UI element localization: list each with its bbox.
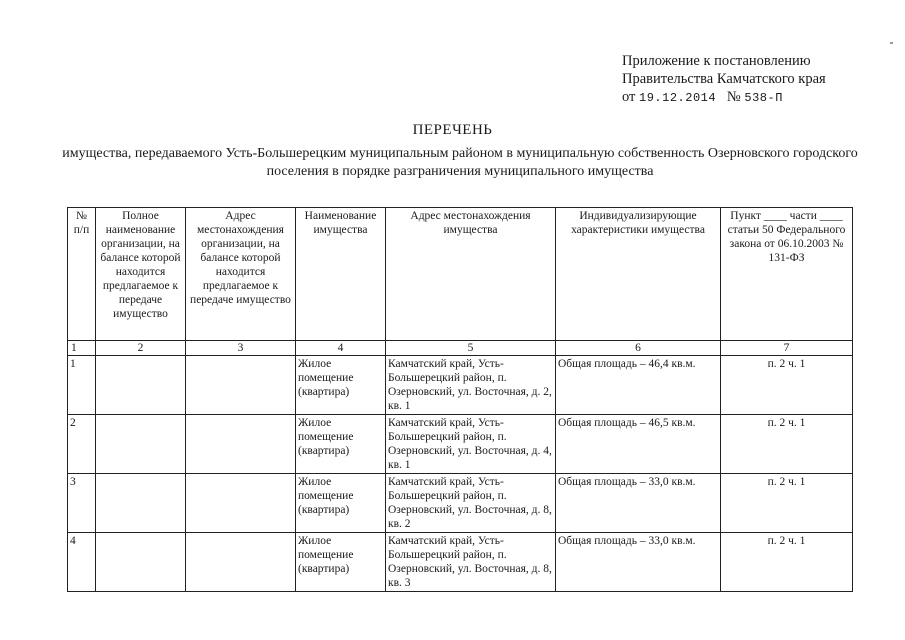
row-property-name: Жилое помещение (квартира) (296, 533, 386, 592)
row-property-name: Жилое помещение (квартира) (296, 474, 386, 533)
table-row (68, 415, 853, 474)
row-number: 3 (68, 474, 96, 533)
column-number: 1 (68, 341, 96, 356)
row-property-address: Камчатский край, Усть-Большерецкий район, п. Озерновский, ул. Восточная, д. 2, кв. 1 (386, 356, 556, 415)
appendix-line-1: Приложение к постановлению (622, 53, 811, 69)
row-property-name: Жилое помещение (квартира) (296, 415, 386, 474)
column-number: 6 (556, 341, 721, 356)
row-clause: п. 2 ч. 1 (721, 356, 853, 415)
appendix-prefix: от (622, 89, 636, 105)
header-cell: № п/п (68, 208, 96, 341)
row-clause: п. 2 ч. 1 (721, 474, 853, 533)
row-org (96, 415, 186, 474)
column-number: 2 (96, 341, 186, 356)
column-number: 3 (186, 341, 296, 356)
row-characteristics: Общая площадь – 33,0 кв.м. (556, 533, 721, 592)
property-table (67, 207, 853, 592)
appendix-date-line (622, 88, 826, 107)
header-cell: Адрес местонахождения имущества (386, 208, 556, 341)
appendix-header (622, 52, 826, 107)
header-cell: Наименование имущества (296, 208, 386, 341)
row-org-address (186, 415, 296, 474)
row-number: 4 (68, 533, 96, 592)
table-header-row (68, 208, 853, 341)
row-org-address (186, 533, 296, 592)
row-number: 1 (68, 356, 96, 415)
row-characteristics: Общая площадь – 46,5 кв.м. (556, 415, 721, 474)
scan-mark (890, 42, 893, 44)
row-org-address (186, 356, 296, 415)
column-number: 7 (721, 341, 853, 356)
table-row (68, 356, 853, 415)
row-org-address (186, 474, 296, 533)
header-cell: Адрес местонахождения организации, на балансе которой находится предлагаемое к передаче имущество (186, 208, 296, 341)
row-org (96, 356, 186, 415)
header-cell: Индивидуализирующие характеристики имущества (556, 208, 721, 341)
row-number: 2 (68, 415, 96, 474)
appendix-date: 19.12.2014 (639, 91, 717, 105)
appendix-number: 538-П (744, 91, 783, 105)
column-number: 4 (296, 341, 386, 356)
row-property-address: Камчатский край, Усть-Большерецкий район, п. Озерновский, ул. Восточная, д. 4, кв. 1 (386, 415, 556, 474)
header-cell: Полное наименование организации, на балансе которой находится предлагаемое к передаче имущество (96, 208, 186, 341)
row-org (96, 474, 186, 533)
appendix-line-2: Правительства Камчатского края (622, 71, 826, 87)
column-numbers-row (68, 341, 853, 356)
row-property-address: Камчатский край, Усть-Большерецкий район, п. Озерновский, ул. Восточная, д. 8, кв. 3 (386, 533, 556, 592)
row-clause: п. 2 ч. 1 (721, 415, 853, 474)
column-number: 5 (386, 341, 556, 356)
row-org (96, 533, 186, 592)
document-subtitle: имущества, передаваемого Усть-Большерецким муниципальным районом в муниципальную собственность Озерновского городского поселения в порядке разграничения муниципального имущества (62, 146, 858, 179)
header-cell: Пункт ____ части ____ статьи 50 Федерального закона от 06.10.2003 № 131-ФЗ (721, 208, 853, 341)
row-characteristics: Общая площадь – 46,4 кв.м. (556, 356, 721, 415)
table-row (68, 474, 853, 533)
document-title: ПЕРЕЧЕНЬ (412, 122, 493, 138)
appendix-number-prefix: № (726, 89, 741, 105)
table-row (68, 533, 853, 592)
row-clause: п. 2 ч. 1 (721, 533, 853, 592)
row-property-name: Жилое помещение (квартира) (296, 356, 386, 415)
row-property-address: Камчатский край, Усть-Большерецкий район, п. Озерновский, ул. Восточная, д. 8, кв. 2 (386, 474, 556, 533)
row-characteristics: Общая площадь – 33,0 кв.м. (556, 474, 721, 533)
